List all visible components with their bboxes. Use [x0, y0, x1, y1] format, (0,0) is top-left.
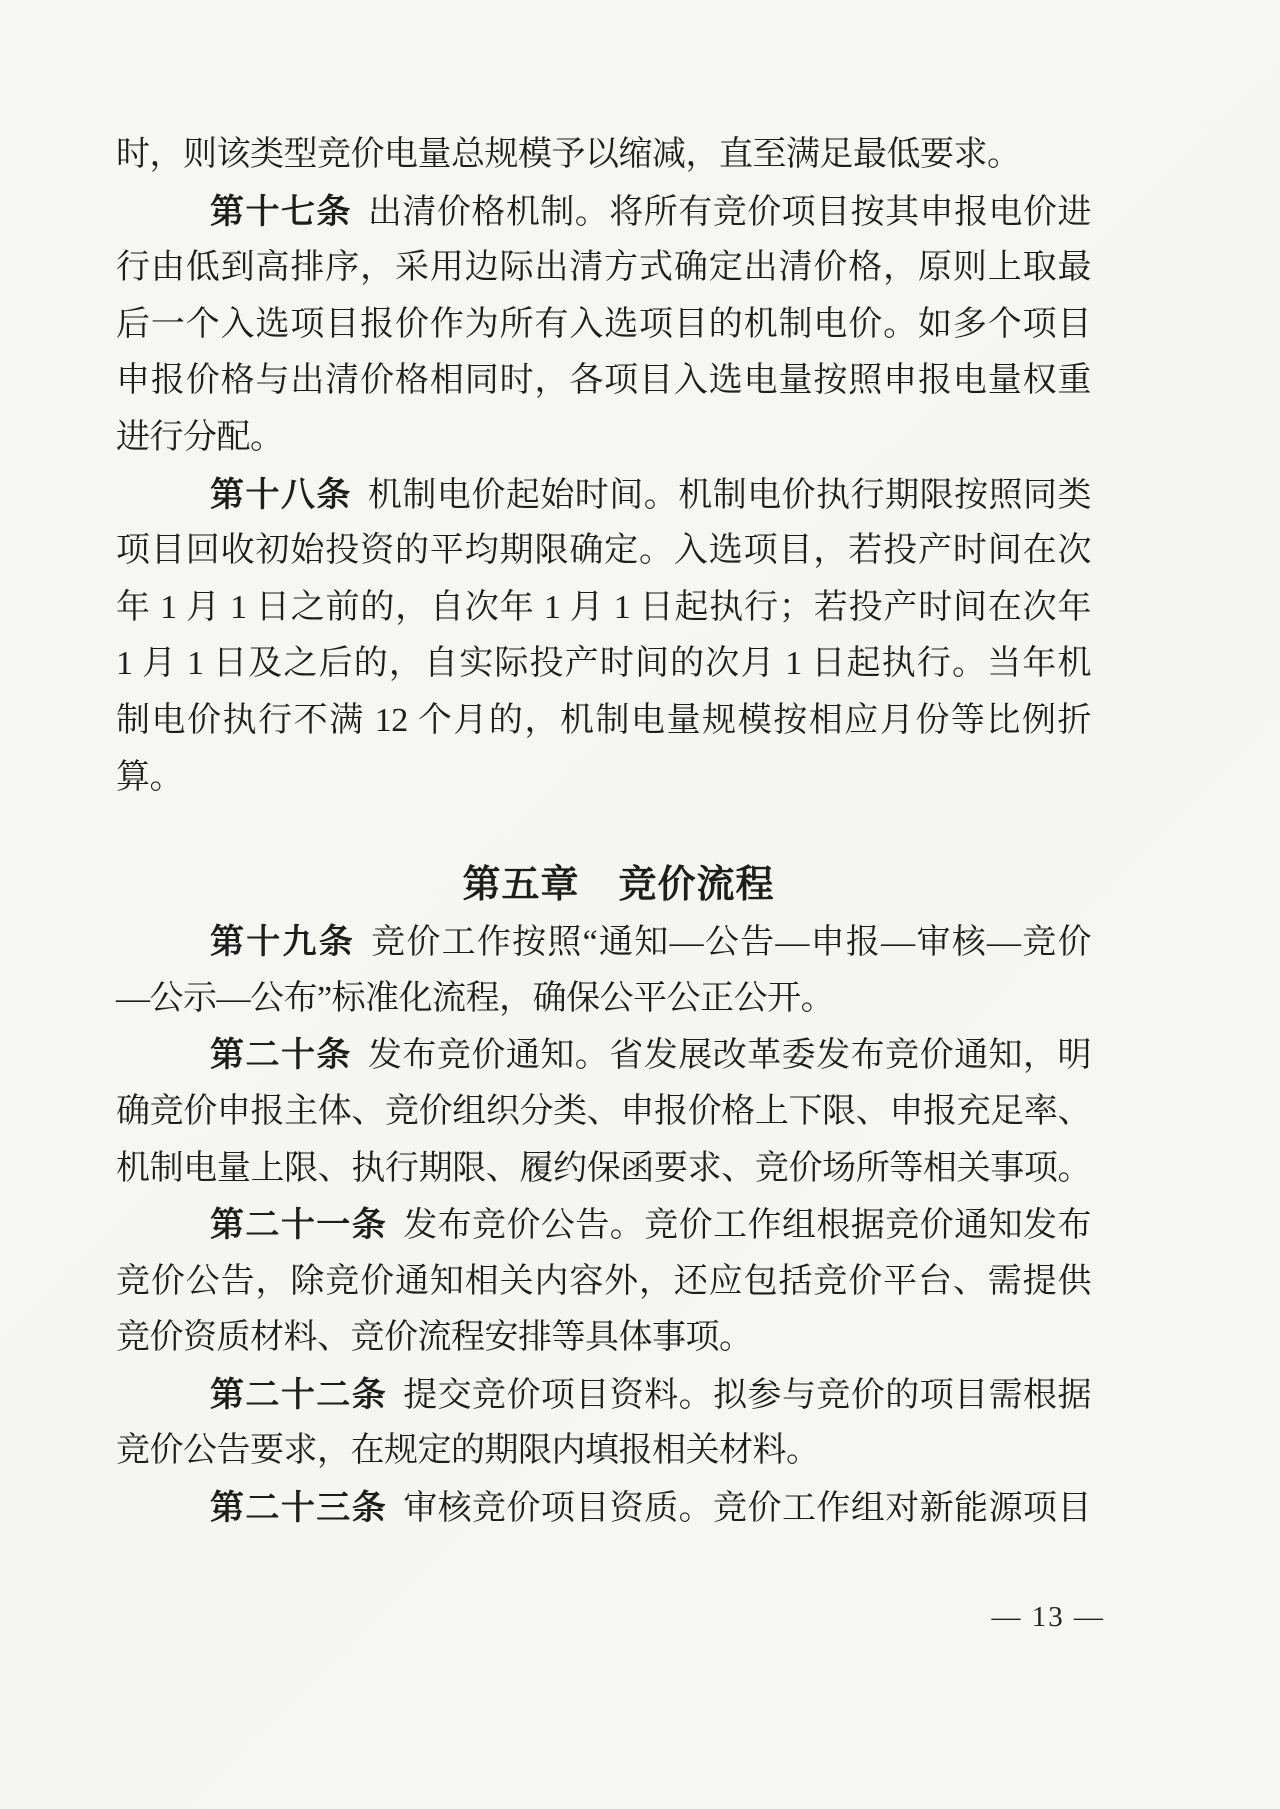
text-line [116, 914, 1091, 971]
text-line [116, 750, 1091, 807]
line-text: 制电价执行不满 12 个月的，机制电量规模按相应月份等比例折 [116, 701, 1091, 739]
text-line [116, 1027, 1091, 1084]
text-line [116, 297, 1091, 354]
article-number: 第十八条 [210, 475, 352, 514]
text-line [116, 1084, 1091, 1141]
line-text: 竞价资质材料、竞价流程安排等具体事项。 [116, 1319, 753, 1357]
text-line [116, 1367, 1091, 1424]
text-line [116, 1141, 1091, 1198]
text-line [116, 971, 1091, 1028]
text-line [116, 580, 1091, 637]
text-line [116, 1254, 1091, 1311]
text-line [116, 184, 1091, 241]
line-text: 竞价工作按照“通知—公告—申报—审核—竞价 [371, 924, 1092, 962]
text-line [116, 127, 1091, 184]
article-number: 第二十二条 [210, 1375, 388, 1414]
line-text: 年 1 月 1 日之前的，自次年 1 月 1 日起执行；若投产时间在次年 [116, 588, 1091, 626]
paragraphs-after-heading [116, 914, 1091, 1537]
text-line [116, 353, 1091, 410]
line-text: —公示—公布”标准化流程，确保公平公正公开。 [116, 979, 835, 1017]
line-text: 竞价公告要求，在规定的期限内填报相关材料。 [116, 1432, 820, 1470]
line-text: 机制电量上限、执行期限、履约保函要求、竞价场所等相关事项。 [116, 1149, 1091, 1187]
page-number: — 13 — [991, 1601, 1105, 1633]
line-text: 提交竞价项目资料。拟参与竞价的项目需根据 [403, 1376, 1091, 1414]
document-content [116, 127, 1091, 1537]
line-text: 机制电价起始时间。机制电价执行期限按照同类 [367, 476, 1092, 514]
text-line [116, 1310, 1091, 1367]
line-text: 行由低到高排序，采用边际出清方式确定出清价格，原则上取最 [116, 249, 1091, 287]
chapter-heading: 第五章 竞价流程 [462, 864, 775, 907]
text-line [116, 1197, 1091, 1254]
text-line [116, 693, 1091, 750]
line-text: 时，则该类型竞价电量总规模予以缩减，直至满足最低要求。 [116, 136, 1021, 173]
text-line [116, 523, 1091, 580]
line-text: 进行分配。 [116, 418, 284, 456]
article-number: 第二十三条 [210, 1489, 388, 1528]
line-text: 发布竞价通知。省发展改革委发布竞价通知，明 [367, 1037, 1092, 1075]
line-text: 出清价格机制。将所有竞价项目按其申报电价进 [367, 193, 1092, 231]
line-text: 确竞价申报主体、竞价组织分类、申报价格上下限、申报充足率、 [116, 1092, 1091, 1130]
article-number: 第二十一条 [210, 1206, 388, 1245]
text-line [116, 410, 1091, 467]
line-text: 申报价格与出清价格相同时，各项目入选电量按照申报电量权重 [116, 362, 1091, 400]
text-line [116, 636, 1091, 693]
line-text: 项目回收初始投资的平均期限确定。入选项目，若投产时间在次 [116, 532, 1091, 570]
text-line [116, 467, 1091, 524]
line-text: 后一个入选项目报价作为所有入选项目的机制电价。如多个项目 [116, 305, 1091, 343]
article-number: 第十七条 [210, 192, 352, 231]
line-text: 1 月 1 日及之后的，自实际投产时间的次月 1 日起执行。当年机 [116, 645, 1091, 683]
article-number: 第二十条 [210, 1036, 352, 1075]
text-line [116, 1423, 1091, 1480]
article-number: 第十九条 [210, 923, 356, 962]
paragraphs-before-heading [116, 127, 1091, 806]
line-text: 审核竞价项目资质。竞价工作组对新能源项目 [403, 1490, 1091, 1528]
text-line [116, 1480, 1091, 1537]
line-text: 竞价公告，除竞价通知相关内容外，还应包括竞价平台、需提供 [116, 1262, 1091, 1300]
line-text: 算。 [116, 758, 183, 796]
line-text: 发布竞价公告。竞价工作组根据竞价通知发布 [403, 1207, 1091, 1245]
text-line [116, 240, 1091, 297]
